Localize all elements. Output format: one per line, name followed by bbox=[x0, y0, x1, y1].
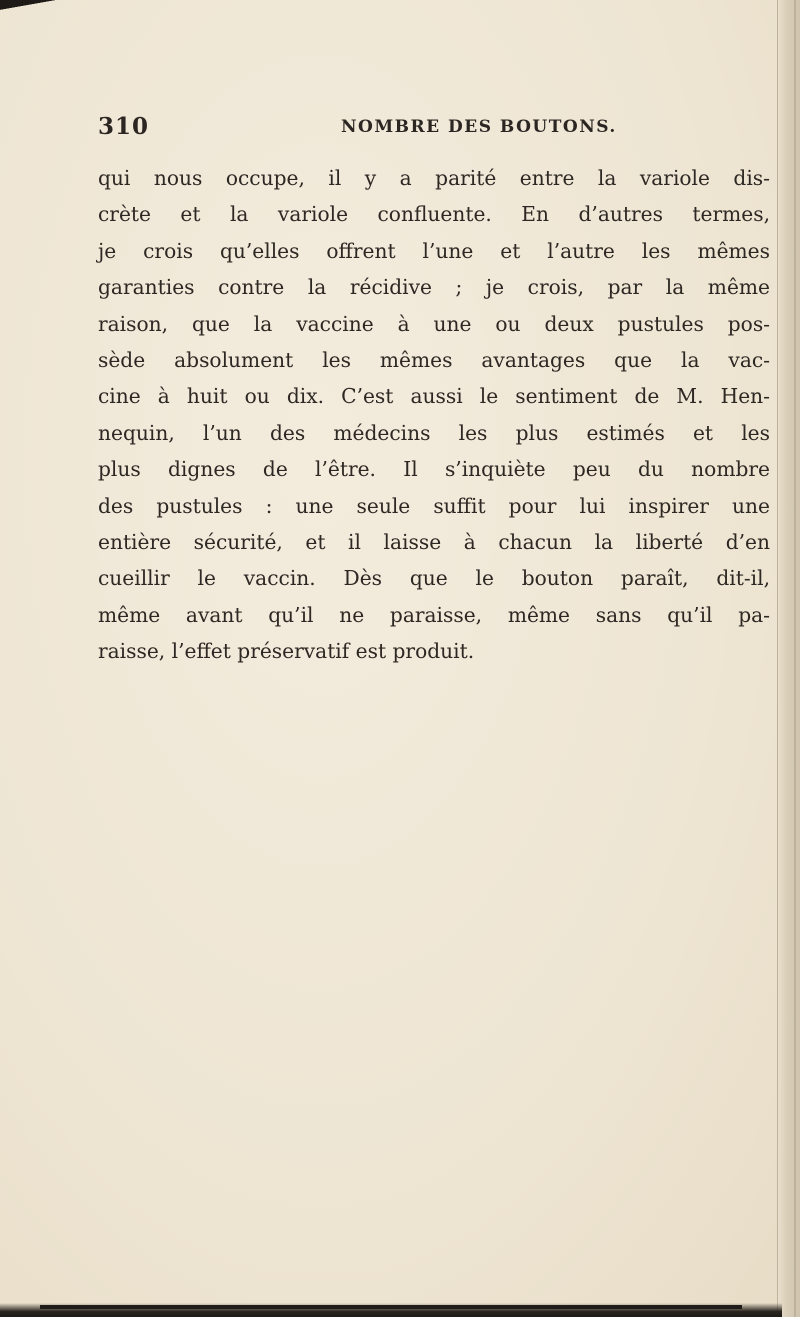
text-line: des pustules : une seule suffit pour lui inspirer une bbox=[98, 493, 770, 518]
text-line: garanties contre la récidive ; je crois, par la même bbox=[98, 275, 770, 300]
text-line: cine à huit ou dix. C’est aussi le sentiment de M. Hen- bbox=[98, 384, 770, 409]
text-line: sède absolument les mêmes avantages que la vac- bbox=[98, 347, 770, 372]
body-paragraph bbox=[98, 160, 770, 669]
text-line: nequin, l’un des médecins les plus estimés et les bbox=[98, 420, 770, 445]
text-line: plus dignes de l’être. Il s’inquiète peu du nombre bbox=[98, 457, 770, 482]
reverse-side-showthrough bbox=[150, 690, 750, 1020]
text-line: crète et la variole confluente. En d’autres termes, bbox=[98, 202, 770, 227]
text-line: même avant qu’il ne paraisse, même sans qu’il pa- bbox=[98, 602, 770, 627]
running-head: NOMBRE DES BOUTONS. bbox=[341, 117, 617, 137]
adjacent-page-edge bbox=[777, 0, 800, 1317]
text-line: je crois qu’elles offrent l’une et l’autre les mêmes bbox=[98, 238, 770, 263]
page-gutter-line bbox=[794, 0, 796, 1317]
scan-bottom-shadow bbox=[0, 1303, 782, 1317]
text-line: raison, que la vaccine à une ou deux pustules pos- bbox=[98, 311, 770, 336]
scan-corner-mark bbox=[0, 0, 70, 12]
text-line-last: raisse, l’effet préservatif est produit. bbox=[98, 639, 475, 664]
text-line: entière sécurité, et il laisse à chacun la liberté d’en bbox=[98, 529, 770, 554]
text-line: cueillir le vaccin. Dès que le bouton paraît, dit-il, bbox=[98, 566, 770, 591]
text-line: qui nous occupe, il y a parité entre la variole dis- bbox=[98, 166, 770, 190]
page-number: 310 bbox=[98, 113, 150, 140]
page-header bbox=[98, 113, 740, 143]
